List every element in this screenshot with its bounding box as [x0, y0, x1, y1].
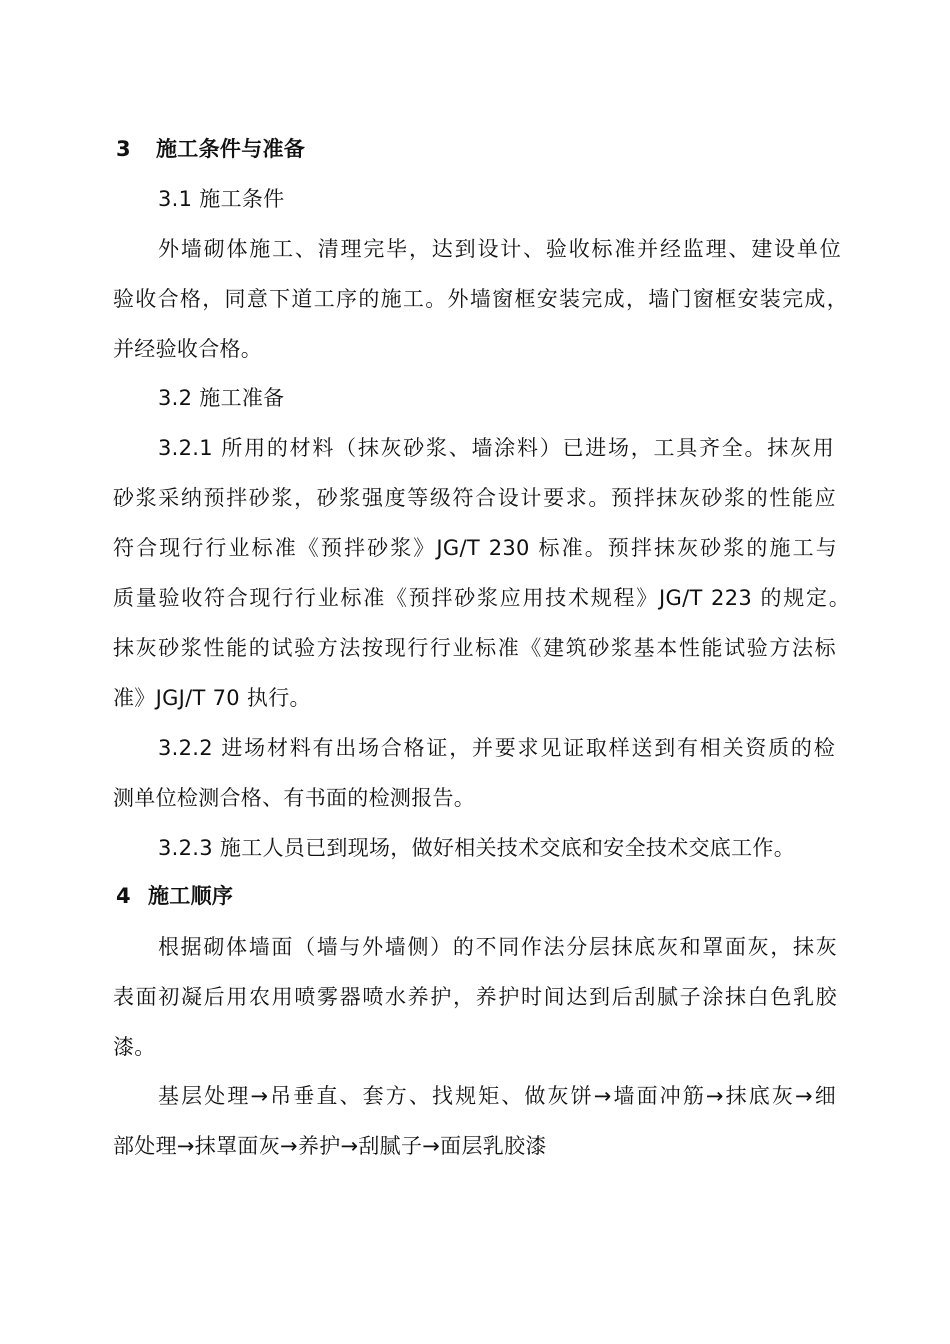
paragraph-line: 抹灰砂浆性能的试验方法按现行行业标准《建筑砂浆基本性能试验方法标 — [113, 636, 836, 660]
section-3-heading — [116, 134, 856, 164]
paragraph-line: 漆。 — [113, 1035, 156, 1059]
section-4-heading — [116, 881, 856, 911]
paragraph-line: 部处理→抹罩面灰→养护→刮腻子→面层乳胶漆 — [113, 1134, 547, 1158]
paragraph-line: 3.2.3 施工人员已到现场，做好相关技术交底和安全技术交底工作。 — [158, 836, 796, 860]
section-3-number: 3 — [116, 137, 131, 161]
paragraph-line: 砂浆采纳预拌砂浆，砂浆强度等级符合设计要求。预拌抹灰砂浆的性能应 — [113, 486, 836, 510]
paragraph-line: 表面初凝后用农用喷雾器喷水养护，养护时间达到后刮腻子涂抹白色乳胶 — [113, 985, 837, 1009]
paragraph-line: 质量验收符合现行行业标准《预拌砂浆应用技术规程》JG/T 223 的规定。 — [113, 586, 850, 610]
section-3-title: 施工条件与准备 — [156, 137, 306, 161]
paragraph-line: 根据砌体墙面（墙与外墙侧）的不同作法分层抹底灰和罩面灰，抹灰 — [158, 935, 837, 959]
section-3-2-heading: 3.2 施工准备 — [158, 386, 285, 410]
section-3-1-heading: 3.1 施工条件 — [158, 187, 285, 211]
paragraph-line: 3.2.2 进场材料有出场合格证，并要求见证取样送到有相关资质的检 — [158, 736, 835, 760]
section-4-title: 施工顺序 — [148, 884, 234, 908]
paragraph-line: 外墙砌体施工、清理完毕，达到设计、验收标准并经监理、建设单位 — [158, 237, 841, 261]
paragraph-line: 并经验收合格。 — [113, 337, 263, 361]
paragraph-line: 符合现行行业标准《预拌砂浆》JG/T 230 标准。预拌抹灰砂浆的施工与 — [113, 536, 837, 560]
paragraph-line: 准》JGJ/T 70 执行。 — [113, 686, 311, 710]
paragraph-line: 测单位检测合格、有书面的检测报告。 — [113, 786, 476, 810]
paragraph-line: 基层处理→吊垂直、套方、找规矩、做灰饼→墙面冲筋→抹底灰→细 — [158, 1084, 836, 1108]
section-4-number: 4 — [116, 884, 131, 908]
paragraph-line: 验收合格，同意下道工序的施工。外墙窗框安装完成，墙门窗框安装完成， — [113, 287, 848, 311]
paragraph-line: 3.2.1 所用的材料（抹灰砂浆、墙涂料）已进场，工具齐全。抹灰用 — [158, 436, 834, 460]
